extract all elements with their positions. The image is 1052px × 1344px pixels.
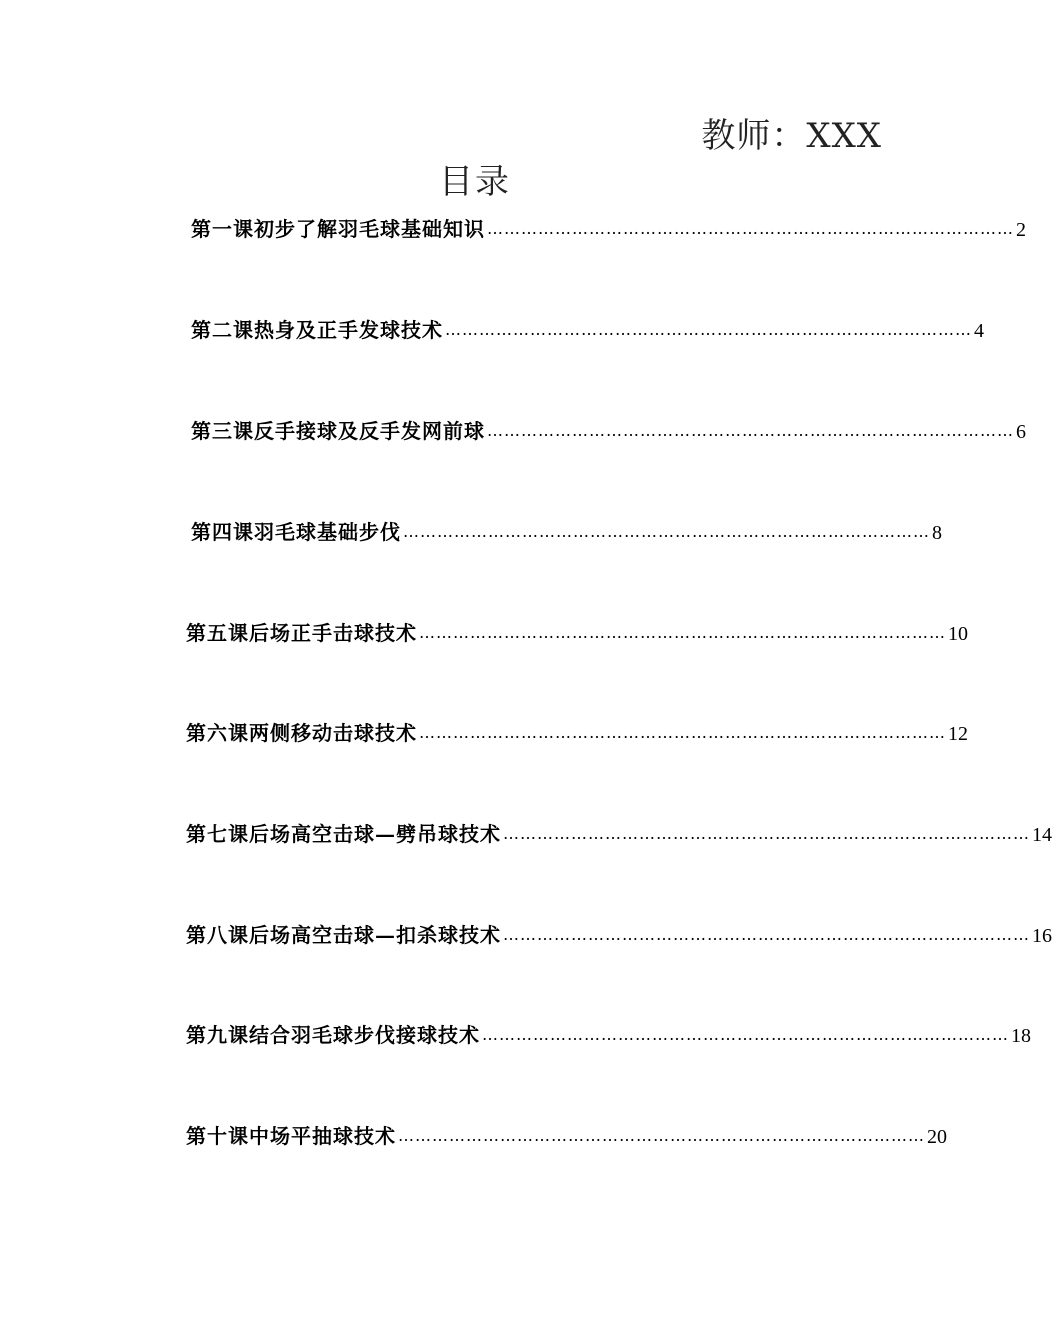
toc-entry-3[interactable] — [191, 415, 1026, 443]
toc-entry-label: 第三课反手接球及反手发网前球 — [191, 419, 485, 443]
toc-entry-2[interactable] — [191, 314, 984, 342]
toc-entry-label: 第一课初步了解羽毛球基础知识 — [191, 217, 485, 241]
toc-entry-page: 18 — [1011, 1025, 1031, 1047]
toc-entry-7[interactable] — [186, 818, 1052, 846]
teacher-name: 教师：XXX — [701, 116, 882, 156]
toc-dot-leader: ………………………………………………………………………………… — [482, 1025, 1009, 1044]
toc-entry-page: 6 — [1016, 421, 1026, 443]
toc-entry-8[interactable] — [186, 919, 1052, 947]
toc-dot-leader: ………………………………………………………………………………… — [419, 623, 946, 642]
toc-dot-leader: ………………………………………………………………………………… — [487, 421, 1014, 440]
toc-dot-leader: ………………………………………………………………………………… — [403, 522, 930, 541]
toc-entry-label: 第六课两侧移动击球技术 — [186, 721, 417, 745]
toc-dot-leader: ………………………………………………………………………………… — [398, 1126, 925, 1145]
toc-entry-page: 12 — [948, 723, 968, 745]
toc-dot-leader: ………………………………………………………………………………… — [419, 723, 946, 742]
toc-entry-page: 20 — [927, 1126, 947, 1148]
toc-entry-1[interactable] — [191, 213, 1026, 241]
toc-entry-label: 第二课热身及正手发球技术 — [191, 318, 443, 342]
toc-dot-leader: ………………………………………………………………………………… — [503, 925, 1030, 944]
toc-entry-page: 4 — [974, 320, 984, 342]
toc-entry-10[interactable] — [186, 1120, 947, 1148]
toc-entry-label: 第四课羽毛球基础步伐 — [191, 520, 401, 544]
toc-entry-page: 2 — [1016, 219, 1026, 241]
toc-entry-page: 10 — [948, 623, 968, 645]
toc-entry-label: 第十课中场平抽球技术 — [186, 1124, 396, 1148]
toc-entry-6[interactable] — [186, 717, 968, 745]
toc-entry-label: 第五课后场正手击球技术 — [186, 621, 417, 645]
toc-entry-label: 第八课后场高空击球—扣杀球技术 — [186, 923, 501, 947]
toc-dot-leader: ………………………………………………………………………………… — [503, 824, 1030, 843]
toc-entry-label: 第七课后场高空击球—劈吊球技术 — [186, 822, 501, 846]
toc-dot-leader: ………………………………………………………………………………… — [487, 219, 1014, 238]
toc-entry-label: 第九课结合羽毛球步伐接球技术 — [186, 1023, 480, 1047]
toc-entry-page: 14 — [1032, 824, 1052, 846]
toc-entry-page: 8 — [932, 522, 942, 544]
toc-dot-leader: ………………………………………………………………………………… — [445, 320, 972, 339]
toc-entry-page: 16 — [1032, 925, 1052, 947]
toc-title: 目录 — [439, 162, 511, 202]
toc-entry-9[interactable] — [186, 1019, 1031, 1047]
toc-entry-4[interactable] — [191, 516, 942, 544]
toc-entry-5[interactable] — [186, 617, 968, 645]
